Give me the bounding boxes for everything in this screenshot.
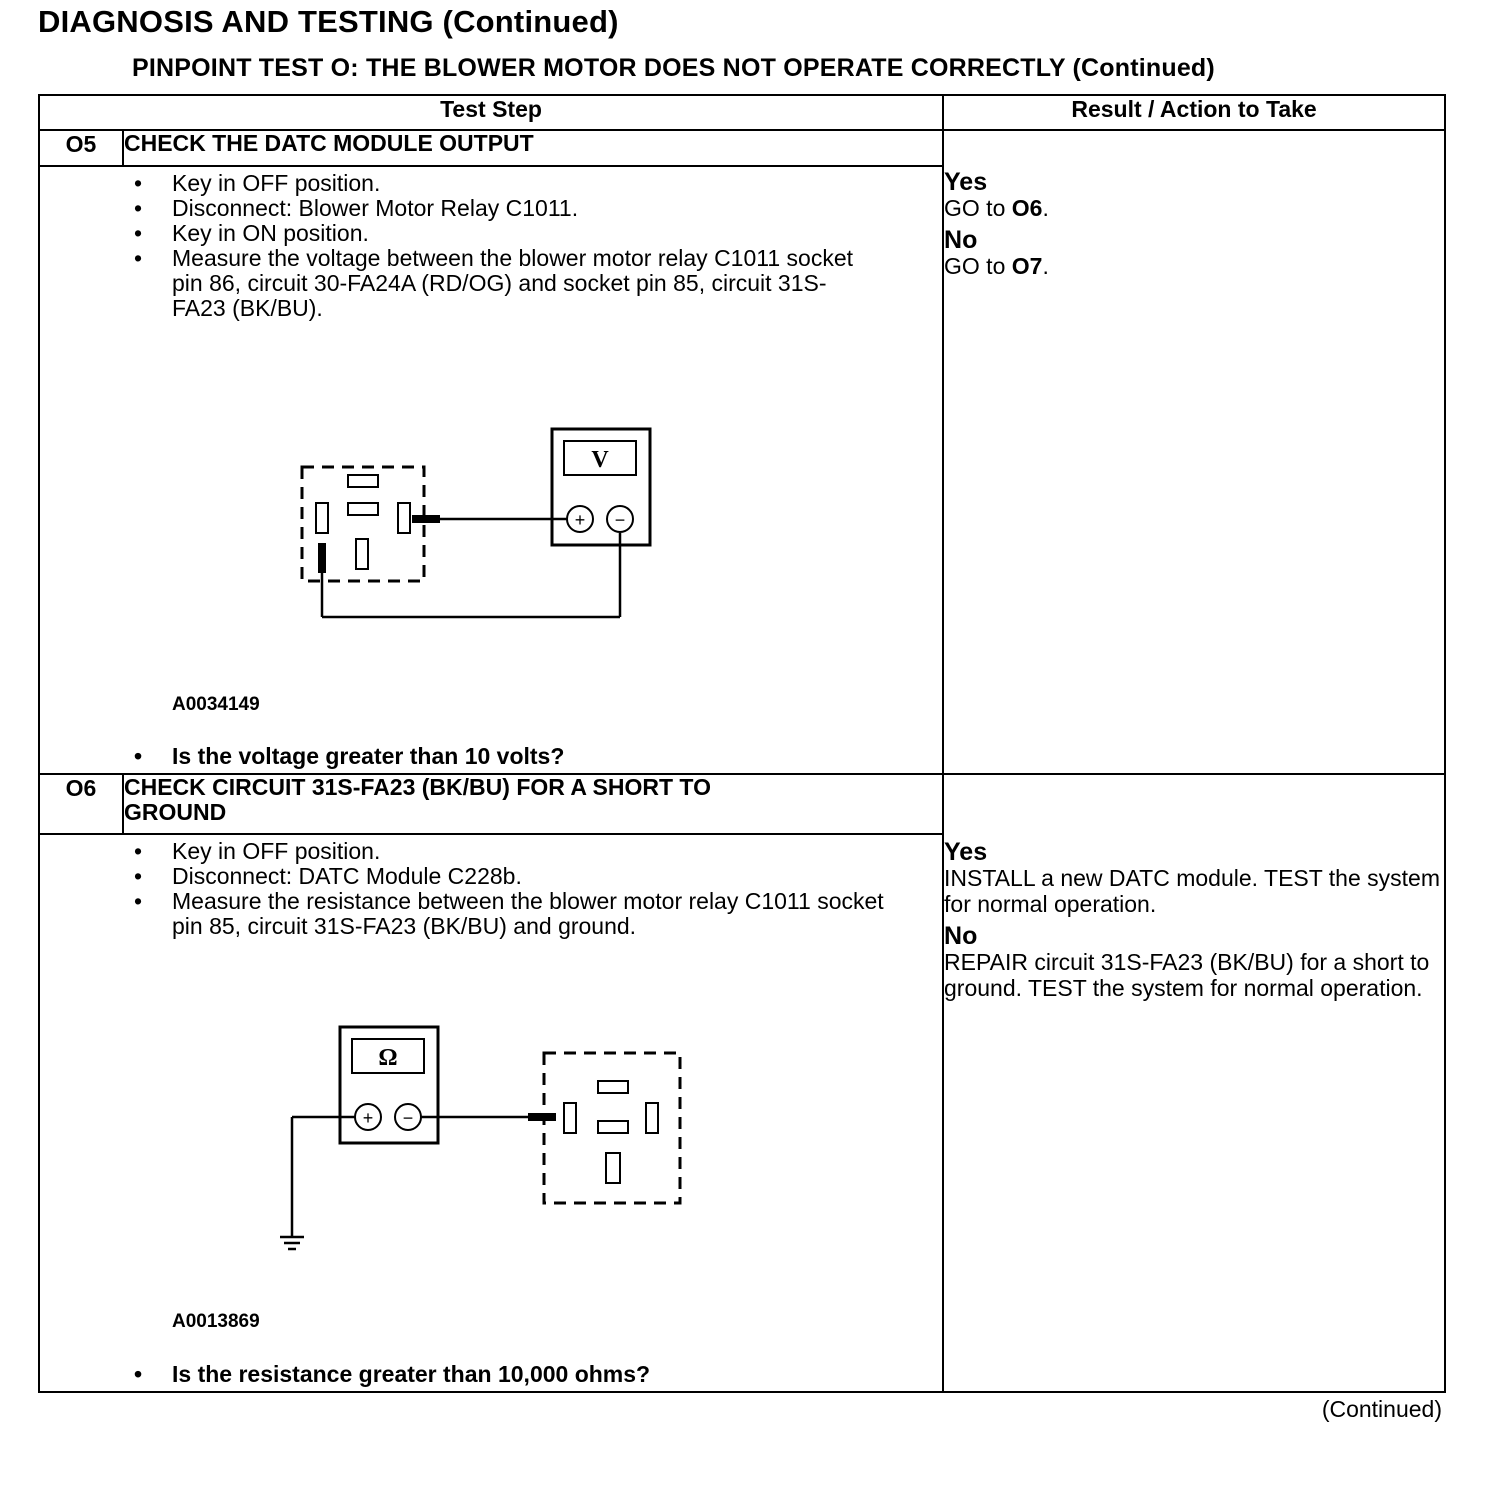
page-title: DIAGNOSIS AND TESTING (Continued): [38, 4, 619, 39]
voltmeter-diagram: [290, 427, 670, 637]
result-no: [944, 923, 1444, 1001]
yes-label: Yes: [944, 838, 988, 866]
step-question: [134, 1361, 650, 1388]
minus-sign: −: [402, 1108, 414, 1128]
step-id: O6: [39, 774, 123, 834]
figure-code: A0013869: [172, 1311, 260, 1332]
pinpoint-test-table: [38, 94, 1446, 1393]
step-body: [39, 166, 943, 774]
relay-pin-86: [646, 1103, 658, 1133]
step-body: [39, 834, 943, 1392]
result-cell: [943, 130, 1445, 774]
relay-pin-middle: [348, 503, 378, 515]
step-title-row: [39, 130, 1445, 166]
probe-tip-positive: [412, 515, 440, 523]
bullet-icon: •: [134, 888, 143, 914]
instruction-text: Key in OFF position.: [172, 170, 381, 196]
step-title-row: [39, 774, 1445, 834]
bullet-icon: •: [134, 1361, 143, 1387]
result-cell: [943, 774, 1445, 1392]
step-instructions: [40, 167, 942, 321]
bullet-icon: •: [134, 195, 143, 221]
minus-sign: −: [614, 510, 626, 530]
yes-label: Yes: [944, 168, 988, 196]
probe-tip-negative: [318, 543, 326, 573]
yes-action-prefix: GO to: [944, 195, 1012, 221]
no-action-prefix: GO to: [944, 253, 1012, 279]
instruction-text: Measure the resistance between the blower motor relay C1011 socket pin 85, circuit 31S-FA23 (BK/BU) and ground.: [172, 888, 884, 939]
meter-symbol: Ω: [378, 1045, 398, 1071]
relay-pin-85: [316, 503, 328, 533]
relay-pin-bottom: [606, 1153, 620, 1183]
plus-sign: +: [574, 510, 586, 530]
list-item: [134, 196, 942, 221]
instruction-text: Disconnect: Blower Motor Relay C1011.: [172, 195, 579, 221]
bullet-icon: •: [134, 863, 143, 889]
instruction-text: Measure the voltage between the blower motor relay C1011 socket pin 86, circuit 30-FA24A (RD/OG) and socket pin 85, circuit 31S-FA23 (BK/BU).: [172, 245, 854, 321]
bullet-icon: •: [134, 170, 143, 196]
continued-note: (Continued): [1321, 1396, 1442, 1422]
no-action-text: REPAIR circuit 31S-FA23 (BK/BU) for a short to ground. TEST the system for normal operation.: [944, 949, 1430, 1001]
list-item: [134, 839, 942, 864]
relay-pin-middle: [598, 1121, 628, 1133]
no-go-to-link[interactable]: O7: [1011, 253, 1043, 279]
no-action-suffix: .: [1042, 253, 1049, 279]
plus-sign: +: [362, 1108, 374, 1128]
list-item: [134, 864, 942, 889]
ground-icon: [280, 1237, 304, 1249]
column-header-test-step: Test Step: [39, 95, 943, 130]
bullet-icon: •: [134, 838, 143, 864]
step-id: O5: [39, 130, 123, 166]
probe-tip: [528, 1113, 556, 1121]
ohmmeter-diagram: [272, 1025, 692, 1265]
instruction-text: Disconnect: DATC Module C228b.: [172, 863, 522, 889]
table-header-row: [39, 95, 1445, 130]
bullet-icon: •: [134, 245, 143, 271]
relay-pin-86: [398, 503, 410, 533]
list-item: [134, 246, 862, 321]
step-instructions: [40, 835, 942, 939]
step-title-text: CHECK CIRCUIT 31S-FA23 (BK/BU) FOR A SHORT TO GROUND: [124, 774, 711, 825]
question-text: Is the voltage greater than 10 volts?: [172, 743, 565, 769]
instruction-text: Key in OFF position.: [172, 838, 381, 864]
yes-go-to-link[interactable]: O6: [1011, 195, 1043, 221]
column-header-result: Result / Action to Take: [943, 95, 1445, 130]
bullet-icon: •: [134, 743, 143, 769]
no-label: No: [944, 922, 978, 950]
relay-pin-top: [348, 475, 378, 487]
step-question: [134, 743, 564, 770]
meter-symbol: V: [591, 447, 609, 473]
relay-pin-85: [564, 1103, 576, 1133]
yes-action-text: INSTALL a new DATC module. TEST the system for normal operation.: [944, 865, 1440, 917]
list-item: [134, 171, 942, 196]
figure-code: A0034149: [172, 694, 260, 715]
result-yes: [944, 169, 1444, 221]
bullet-icon: •: [134, 220, 143, 246]
list-item: [134, 221, 942, 246]
list-item: [134, 889, 892, 939]
step-title: CHECK THE DATC MODULE OUTPUT: [123, 130, 943, 166]
step-title: [123, 774, 943, 834]
question-text: Is the resistance greater than 10,000 ohms?: [172, 1361, 651, 1387]
instruction-text: Key in ON position.: [172, 220, 369, 246]
pinpoint-test-title: PINPOINT TEST O: THE BLOWER MOTOR DOES NOT OPERATE CORRECTLY (Continued): [132, 54, 1215, 82]
yes-action-suffix: .: [1042, 195, 1049, 221]
no-label: No: [944, 226, 978, 254]
result-yes: [944, 839, 1444, 917]
relay-pin-bottom: [356, 539, 368, 569]
relay-pin-top: [598, 1081, 628, 1093]
result-no: [944, 227, 1444, 279]
